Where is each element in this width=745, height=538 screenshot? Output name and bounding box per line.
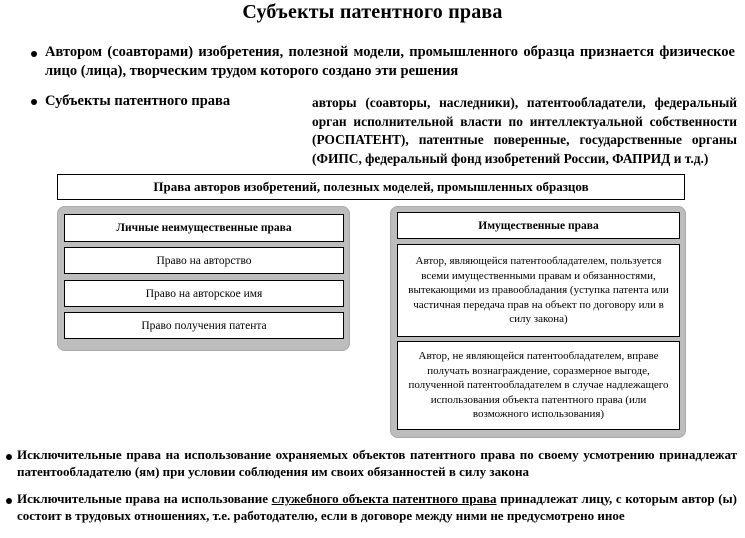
- subjects-label: Субъекты патентного права: [45, 93, 231, 109]
- personal-rights-header: Личные неимущественные права: [64, 214, 344, 242]
- property-rights-header: Имущественные права: [397, 212, 680, 239]
- personal-right-item: Право на авторское имя: [64, 280, 344, 307]
- exclusive-rights-1: Исключительные права на использование охраняемых объектов патентного права по своему усмотрению принадлежат патентообладателю (ям) при условии соблюдения им своих обязанностей в силу закона: [17, 447, 737, 479]
- exclusive-rights-2: [17, 490, 737, 524]
- subjects-value: авторы (соавторы, наследники), патентообладатели, федеральный орган исполнительной власти по интеллектуальной собственности (РОСПАТЕНТ), патентные поверенные, государственные органы (ФИПС, федеральный фонд изобретений России, ФАПРИД и т.д.): [312, 95, 737, 166]
- bullet-dot: [31, 51, 37, 57]
- property-right-item: Автор, не являющейся патентообладателем, вправе получать вознаграждение, соразмерное выгоде, полученной патентообладателем в случае надлежащего использования объекта патентного права (или возможного использования): [397, 341, 680, 430]
- page-title: Субъекты патентного права: [242, 1, 503, 23]
- bullet-dot: [6, 454, 12, 460]
- bullet-dot: [31, 99, 37, 105]
- bullet-dot: [6, 498, 12, 504]
- personal-right-item: Право на авторство: [64, 247, 344, 274]
- exclusive-rights-2-post: принадлежат лицу, с которым автор (ы) состоит в трудовых отношениях, т.е. работодателю, если в договоре между ними не предусмотрено иное: [17, 491, 737, 523]
- property-right-item: Автор, являющейся патентообладателем, пользуется всеми имущественными правам и обязанностями, вытекающими из правообладания (уступка патента или частичная передача прав на объект по договору или в силу закона): [397, 244, 680, 337]
- exclusive-rights-2-pre: Исключительные права на использование: [17, 491, 272, 506]
- personal-right-item: Право получения патента: [64, 312, 344, 339]
- author-definition: Автором (соавторами) изобретения, полезной модели, промышленного образца признается физическое лицо (лица), творческим трудом которого создано эти решения: [45, 44, 735, 79]
- rights-banner: Права авторов изобретений, полезных моделей, промышленных образцов: [57, 174, 685, 200]
- service-object-link[interactable]: служебного объекта патентного права: [271, 491, 497, 506]
